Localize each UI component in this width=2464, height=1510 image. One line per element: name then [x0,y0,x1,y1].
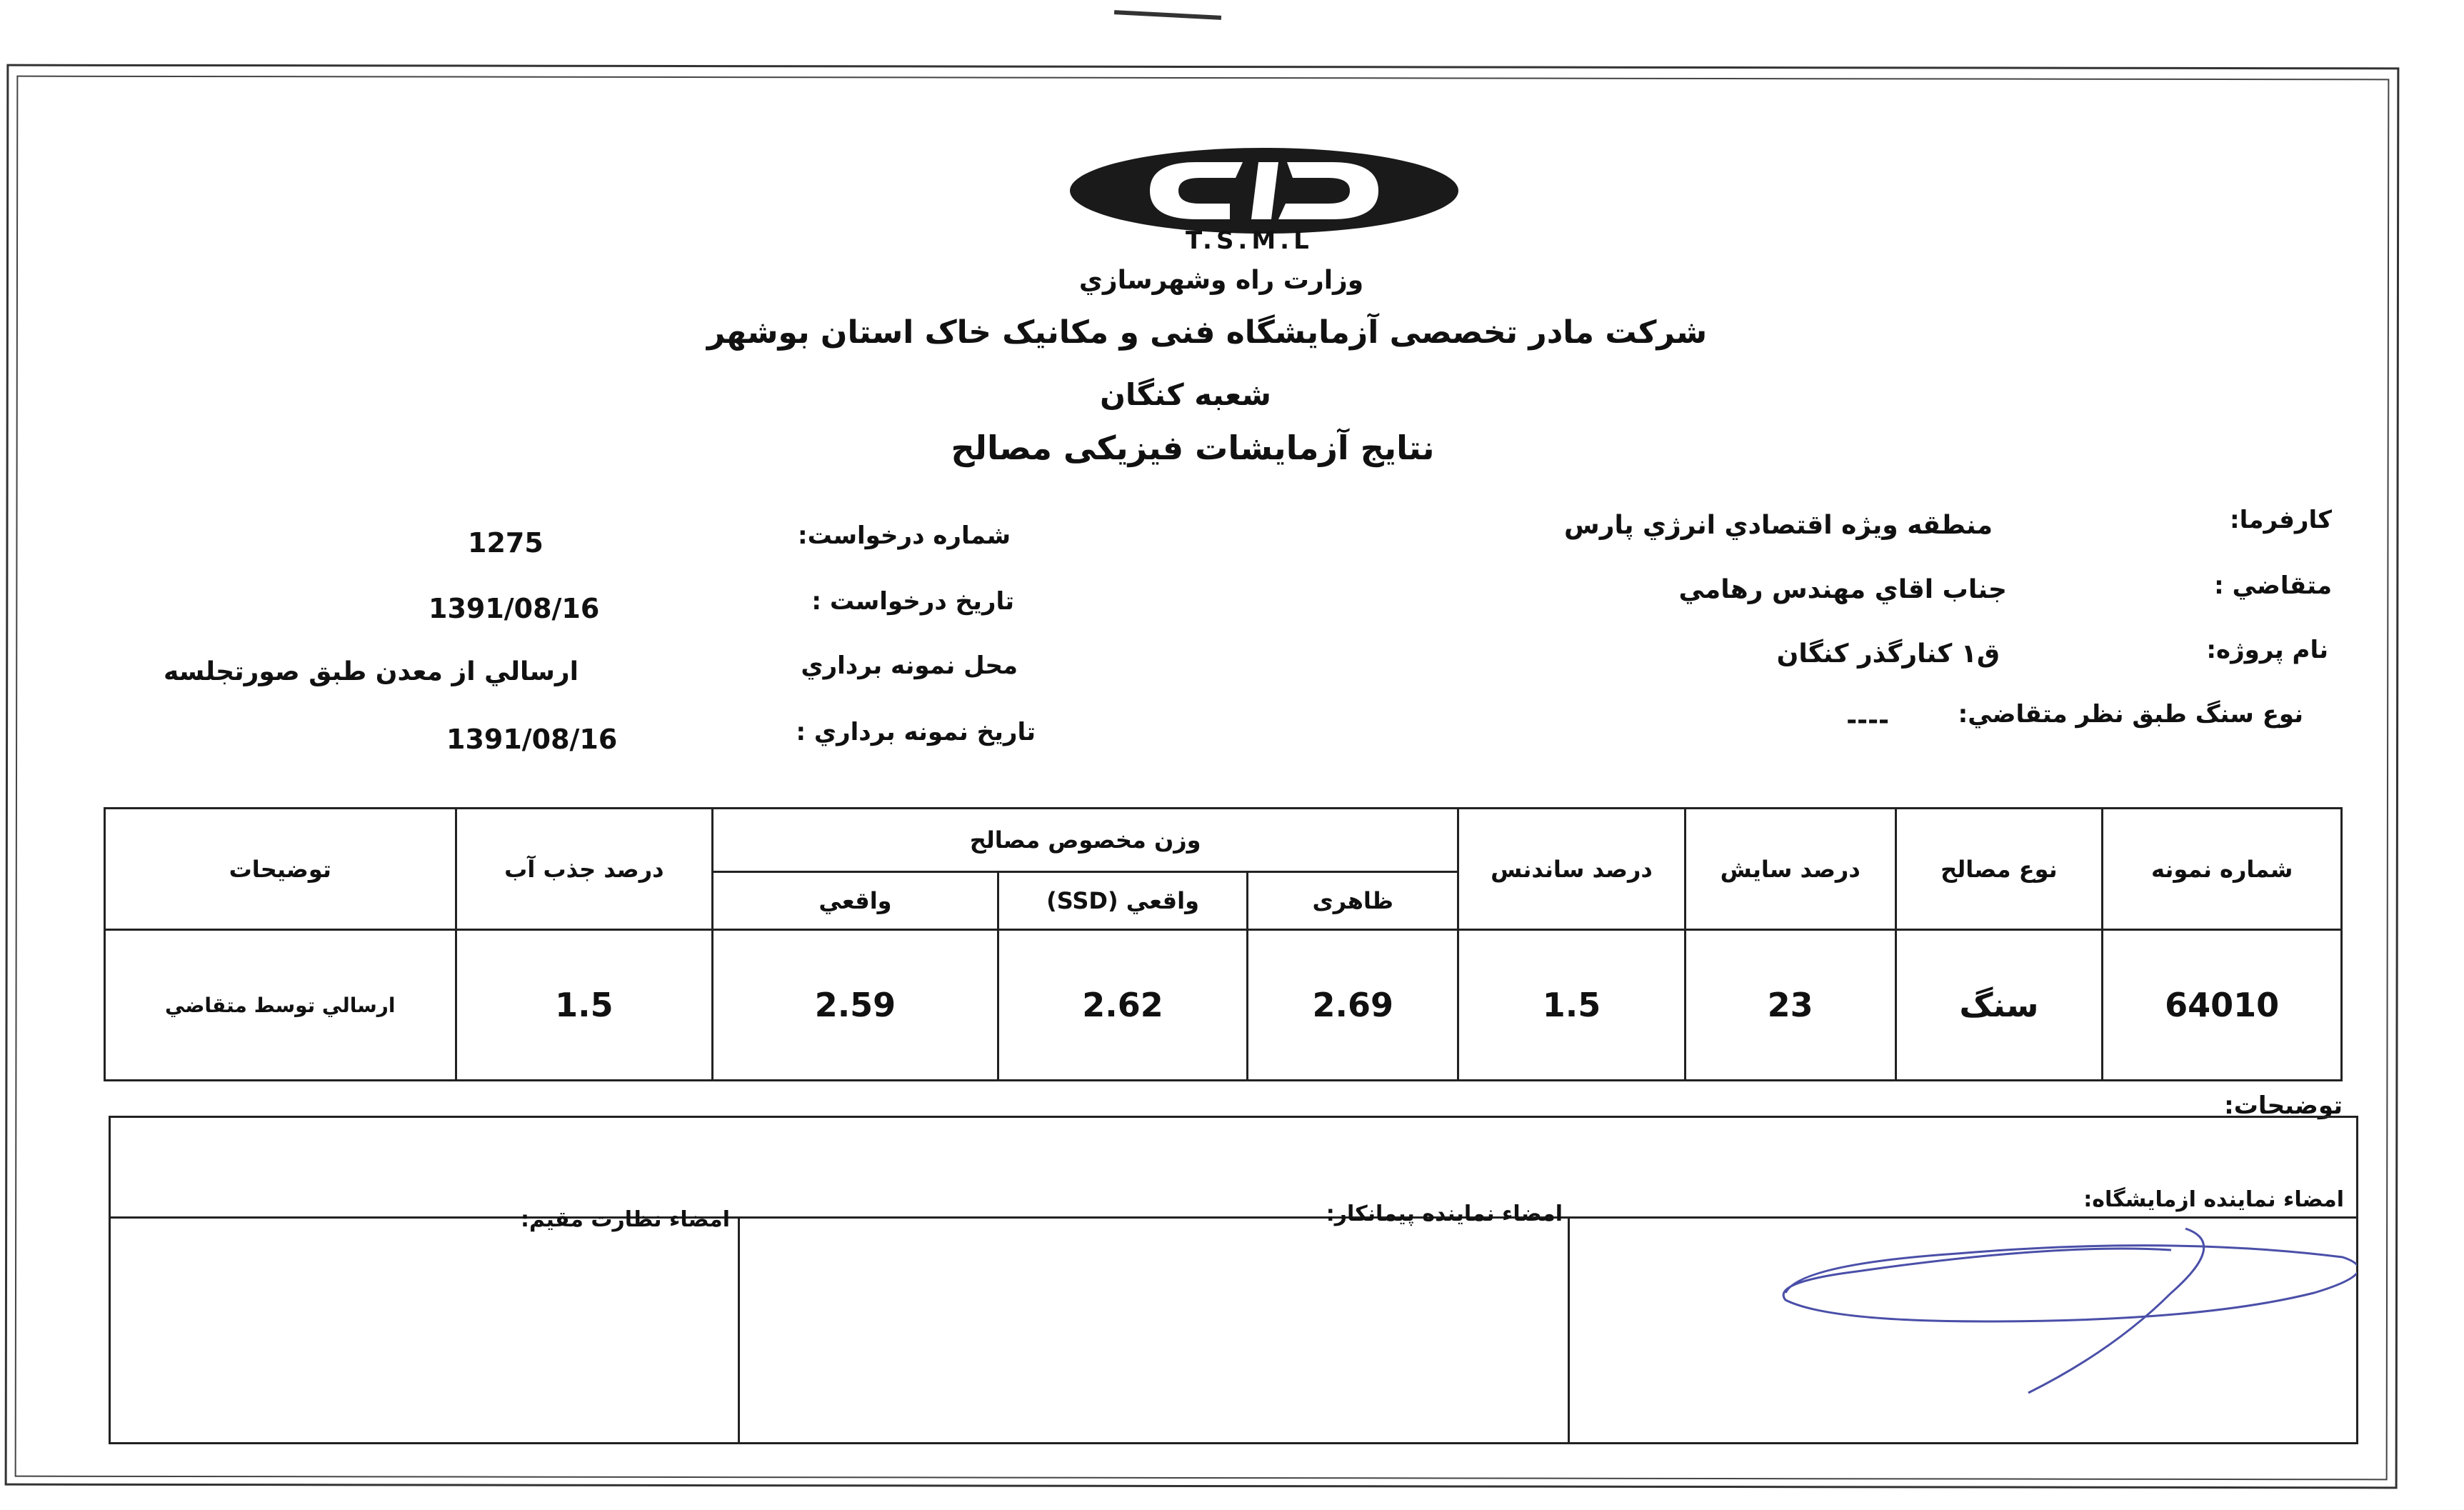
report-title: نتایج آزمایشات فیزیکی مصالح [951,429,1435,467]
cell-sample-number: 64010 [2103,930,2342,1081]
header-ssd: واقعي (SSD) [998,872,1248,930]
request-number-label: شماره درخواست: [798,521,1011,550]
header-apparent: ظاهری [1248,872,1458,930]
sampling-place-value: ارسالي از معدن طبق صورتجلسه [163,657,579,686]
cell-soundness: 1.5 [1458,930,1686,1081]
pen-mark [1114,10,1221,20]
branch-name: شعبه کنگان [1100,377,1271,412]
header-material-type: نوع مصالح [1895,809,2103,930]
divider-left [738,1216,740,1442]
applicant-value: جناب اقاي مهندس رهامي [1678,575,2007,604]
notes-row [111,1118,2356,1219]
stone-type-label: نوع سنگ طبق نظر متقاضي: [1958,700,2303,729]
header-sample-number: شماره نمونه [2103,809,2342,930]
cell-real: 2.59 [713,930,998,1081]
request-date-value: 1391/08/16 [429,593,600,624]
ministry-name: وزارت راه وشهرسازي [1078,266,1364,295]
header-soundness: درصد ساندنس [1458,809,1686,930]
sampling-date-value: 1391/08/16 [446,724,618,755]
cell-ssd: 2.62 [998,930,1248,1081]
header-absorption: درصد جذب آب [456,809,713,930]
logo-text: T.S.M.L [1186,226,1313,255]
cell-absorption: 1.5 [456,930,713,1081]
header-real: واقعي [713,872,998,930]
project-value: ق۱ کنارگذر کنگان [1776,639,2000,669]
cell-abrasion: 23 [1685,930,1895,1081]
stone-type-value: ---- [1846,706,1889,735]
company-name: شرکت مادر تخصصی آزمایشگاه فنی و مکانیک خاک استان بوشهر [706,314,1708,351]
employer-label: کارفرما: [2230,506,2332,534]
employer-value: منطقه ویژه اقتصادي انرژي پارس [1564,511,1993,540]
project-label: نام پروژه: [2206,636,2328,664]
cell-remarks: ارسالي توسط متقاضي [105,930,456,1081]
cell-material-type: سنگ [1895,930,2103,1081]
header-remarks: توضیحات [105,809,456,930]
lab-rep-signature-label: امضاء نماینده ازمایشگاه: [2083,1187,2344,1212]
lab-signature [1771,1214,2357,1403]
divider-right [1568,1216,1570,1442]
header-specific-gravity: وزن مخصوص مصالح [713,809,1458,872]
sampling-date-label: تاريخ نمونه برداري : [796,718,1036,746]
sampling-place-label: محل نمونه برداري [801,651,1018,680]
tsml-logo [1064,146,1464,256]
request-date-label: تاريخ درخواست : [811,587,1014,616]
table-row [105,930,2342,1081]
supervisor-signature-label: امضاء نظارت مقیم: [520,1207,730,1232]
header-abrasion: درصد سایش [1685,809,1895,930]
results-table [104,807,2343,1081]
request-number-value: 1275 [468,527,544,559]
notes-label: توضیحات: [2224,1091,2343,1120]
cell-apparent: 2.69 [1248,930,1458,1081]
applicant-label: متقاضي : [2214,571,2332,600]
contractor-rep-signature-label: امضاء نماینده پیمانکار: [1326,1201,1563,1226]
